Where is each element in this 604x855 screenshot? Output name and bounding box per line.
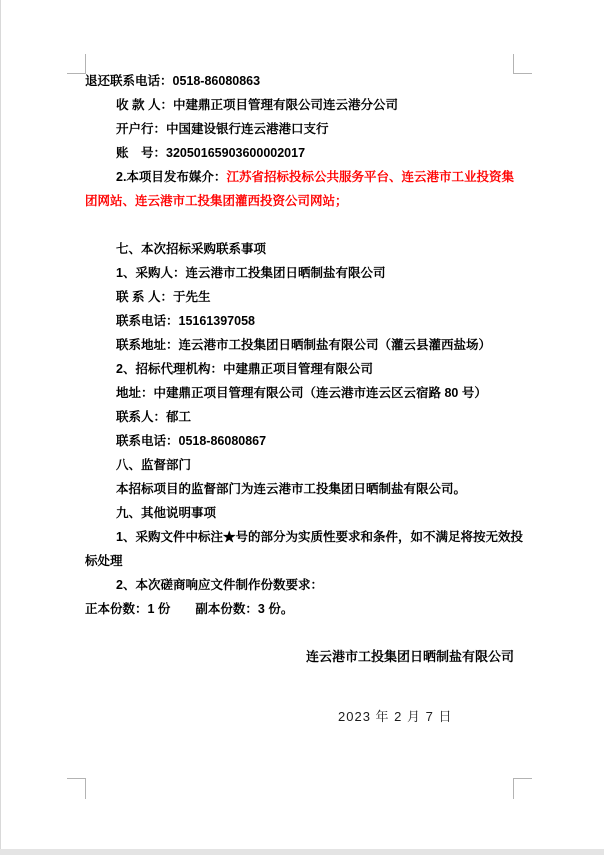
line-copies-counts: 正本份数：1 份 副本份数：3 份。 bbox=[85, 602, 294, 616]
section8-title: 八、监督部门 bbox=[116, 458, 192, 472]
line-agency-address: 地址：中建鼎正项目管理有限公司（连云港市连云区云宿路 80 号） bbox=[116, 386, 487, 400]
line-copies-requirement: 2、本次磋商响应文件制作份数要求： bbox=[116, 578, 323, 592]
margin-crop-mark-top-left bbox=[67, 54, 86, 74]
line-contact-phone: 联系电话：15161397058 bbox=[116, 314, 255, 328]
signature-date: 2023 年 2 月 7 日 bbox=[338, 709, 453, 724]
line-agency-phone: 联系电话：0518-86080867 bbox=[116, 434, 267, 448]
line-agency: 2、招标代理机构：中建鼎正项目管理有限公司 bbox=[116, 362, 373, 376]
line-contact-person: 联 系 人：于先生 bbox=[116, 290, 211, 304]
line-contact-address: 联系地址：连云港市工投集团日晒制盐有限公司（灌云县灌西盐场） bbox=[116, 338, 492, 352]
line-star-clause-wrap: 标处理 bbox=[85, 554, 123, 568]
margin-crop-mark-top-right bbox=[513, 54, 532, 74]
page-bottom-edge bbox=[0, 849, 604, 855]
publish-media-label: 2.本项目发布媒介： bbox=[116, 170, 227, 184]
document-body bbox=[85, 69, 523, 729]
section7-title: 七、本次招标采购联系事项 bbox=[116, 242, 267, 256]
line-payee: 收 款 人：中建鼎正项目管理有限公司连云港分公司 bbox=[116, 98, 398, 112]
signature-company: 连云港市工投集团日晒制盐有限公司 bbox=[305, 649, 514, 664]
blank-line bbox=[85, 213, 514, 237]
line-bank: 开户行：中国建设银行连云港港口支行 bbox=[116, 122, 329, 136]
line-publish-media bbox=[85, 165, 514, 189]
margin-crop-mark-bottom-right bbox=[513, 778, 532, 799]
section9-title: 九、其他说明事项 bbox=[116, 506, 217, 520]
publish-media-platforms-part1: 江苏省招标投标公共服务平台、连云港市工业投资集 bbox=[226, 170, 514, 184]
line-supervision-body: 本招标项目的监督部门为连云港市工投集团日晒制盐有限公司。 bbox=[116, 482, 467, 496]
publish-media-platforms-part2: 团网站、连云港市工投集团灌西投资公司网站； bbox=[85, 194, 348, 208]
line-account-number: 账 号：32050165903600002017 bbox=[116, 146, 306, 160]
line-agency-contact: 联系人：郁工 bbox=[116, 410, 192, 424]
line-publish-media-wrap bbox=[85, 189, 514, 213]
line-star-clause: 1、采购文件中标注★号的部分为实质性要求和条件，如不满足将按无效投 bbox=[116, 530, 523, 544]
line-purchaser: 1、采购人：连云港市工投集团日晒制盐有限公司 bbox=[116, 266, 386, 280]
line-refund-contact-phone: 退还联系电话：0518-86080863 bbox=[85, 74, 261, 88]
margin-crop-mark-bottom-left bbox=[67, 778, 86, 799]
page-left-edge bbox=[0, 0, 1, 855]
